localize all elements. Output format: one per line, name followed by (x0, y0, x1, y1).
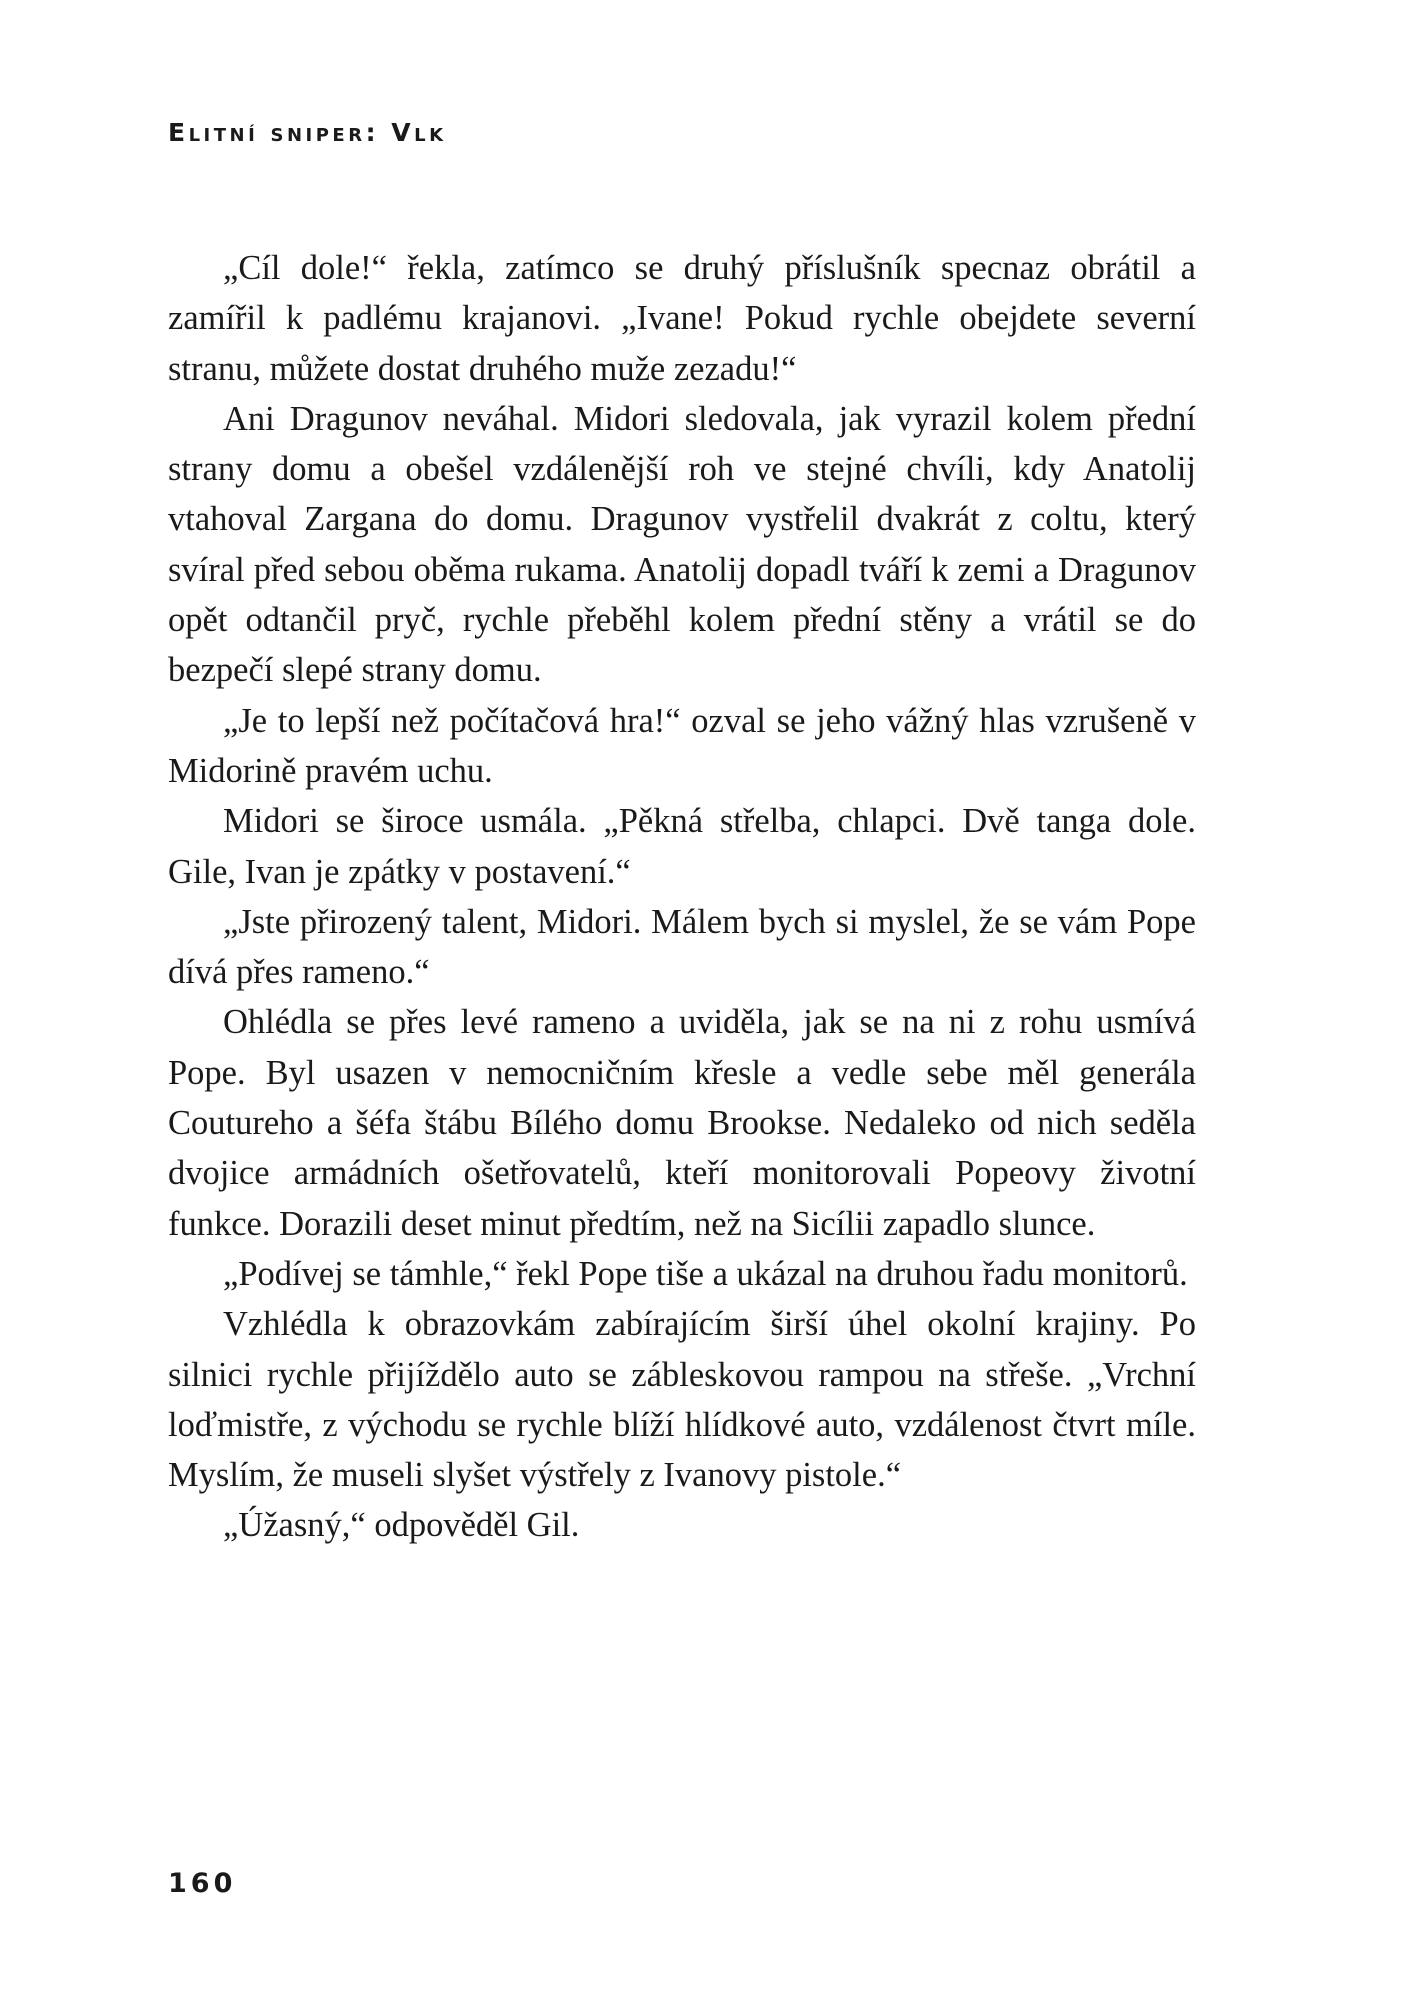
paragraph: Ohlédla se přes levé rameno a uviděla, jak se na ni z rohu usmívá Pope. Byl usazen v nemocničním křesle a vedle sebe měl generála Coutureho a šéfa štábu Bílého domu Brookse. Nedaleko od nich seděla dvojice armádních ošetřovatelů, kteří monitorovali Popeovy životní funkce. Dorazili deset minut předtím, než na Sicílii zapadlo slunce. (168, 1003, 1196, 1243)
paragraph: Vzhlédla k obrazovkám zabírajícím širší úhel okolní krajiny. Po silnici rychle přijíždělo auto se zábleskovou rampou na střeše. „Vrchní loďmistře, z východu se rychle blíží hlídkové auto, vzdálenost čtvrt míle. Myslím, že museli slyšet výstřely z Ivanovy pistole.“ (168, 1305, 1196, 1495)
paragraph: Midori se široce usmála. „Pěkná střelba, chlapci. Dvě tanga dole. Gile, Ivan je zpátky v postavení.“ (168, 802, 1196, 891)
paragraph: „Úžasný,“ odpověděl Gil. (223, 1506, 580, 1545)
paragraph: „Jste přirozený talent, Midori. Málem bych si myslel, že se vám Pope dívá přes rameno.“ (168, 902, 1196, 992)
paragraph: „Je to lepší než počítačová hra!“ ozval se jeho vážný hlas vzrušeně v Midorině pravém uchu. (168, 701, 1196, 790)
running-head-title: Elitní sniper: Vlk (168, 118, 447, 147)
paragraph: „Podívej se támhle,“ řekl Pope tiše a ukázal na druhou řadu monitorů. (223, 1254, 1188, 1293)
body-text (168, 243, 1196, 1551)
page-number: 160 (168, 1868, 237, 1899)
paragraph: Ani Dragunov neváhal. Midori sledovala, jak vyrazil kolem přední strany domu a obešel vzdálenější roh ve stejné chvíli, kdy Anatolij vtahoval Zargana do domu. Dragunov vystřelil dvakrát z coltu, který svíral před sebou oběma rukama. Anatolij dopadl tváří k zemi a Dragunov opět odtančil pryč, rychle přeběhl kolem přední stěny a vrátil se do bezpečí slepé strany domu. (168, 399, 1196, 690)
paragraph: „Cíl dole!“ řekla, zatímco se druhý příslušník specnaz obrátil a zamířil k padlému krajanovi. „Ivane! Pokud rychle obejdete severní stranu, můžete dostat druhého muže zezadu!“ (168, 249, 1196, 388)
